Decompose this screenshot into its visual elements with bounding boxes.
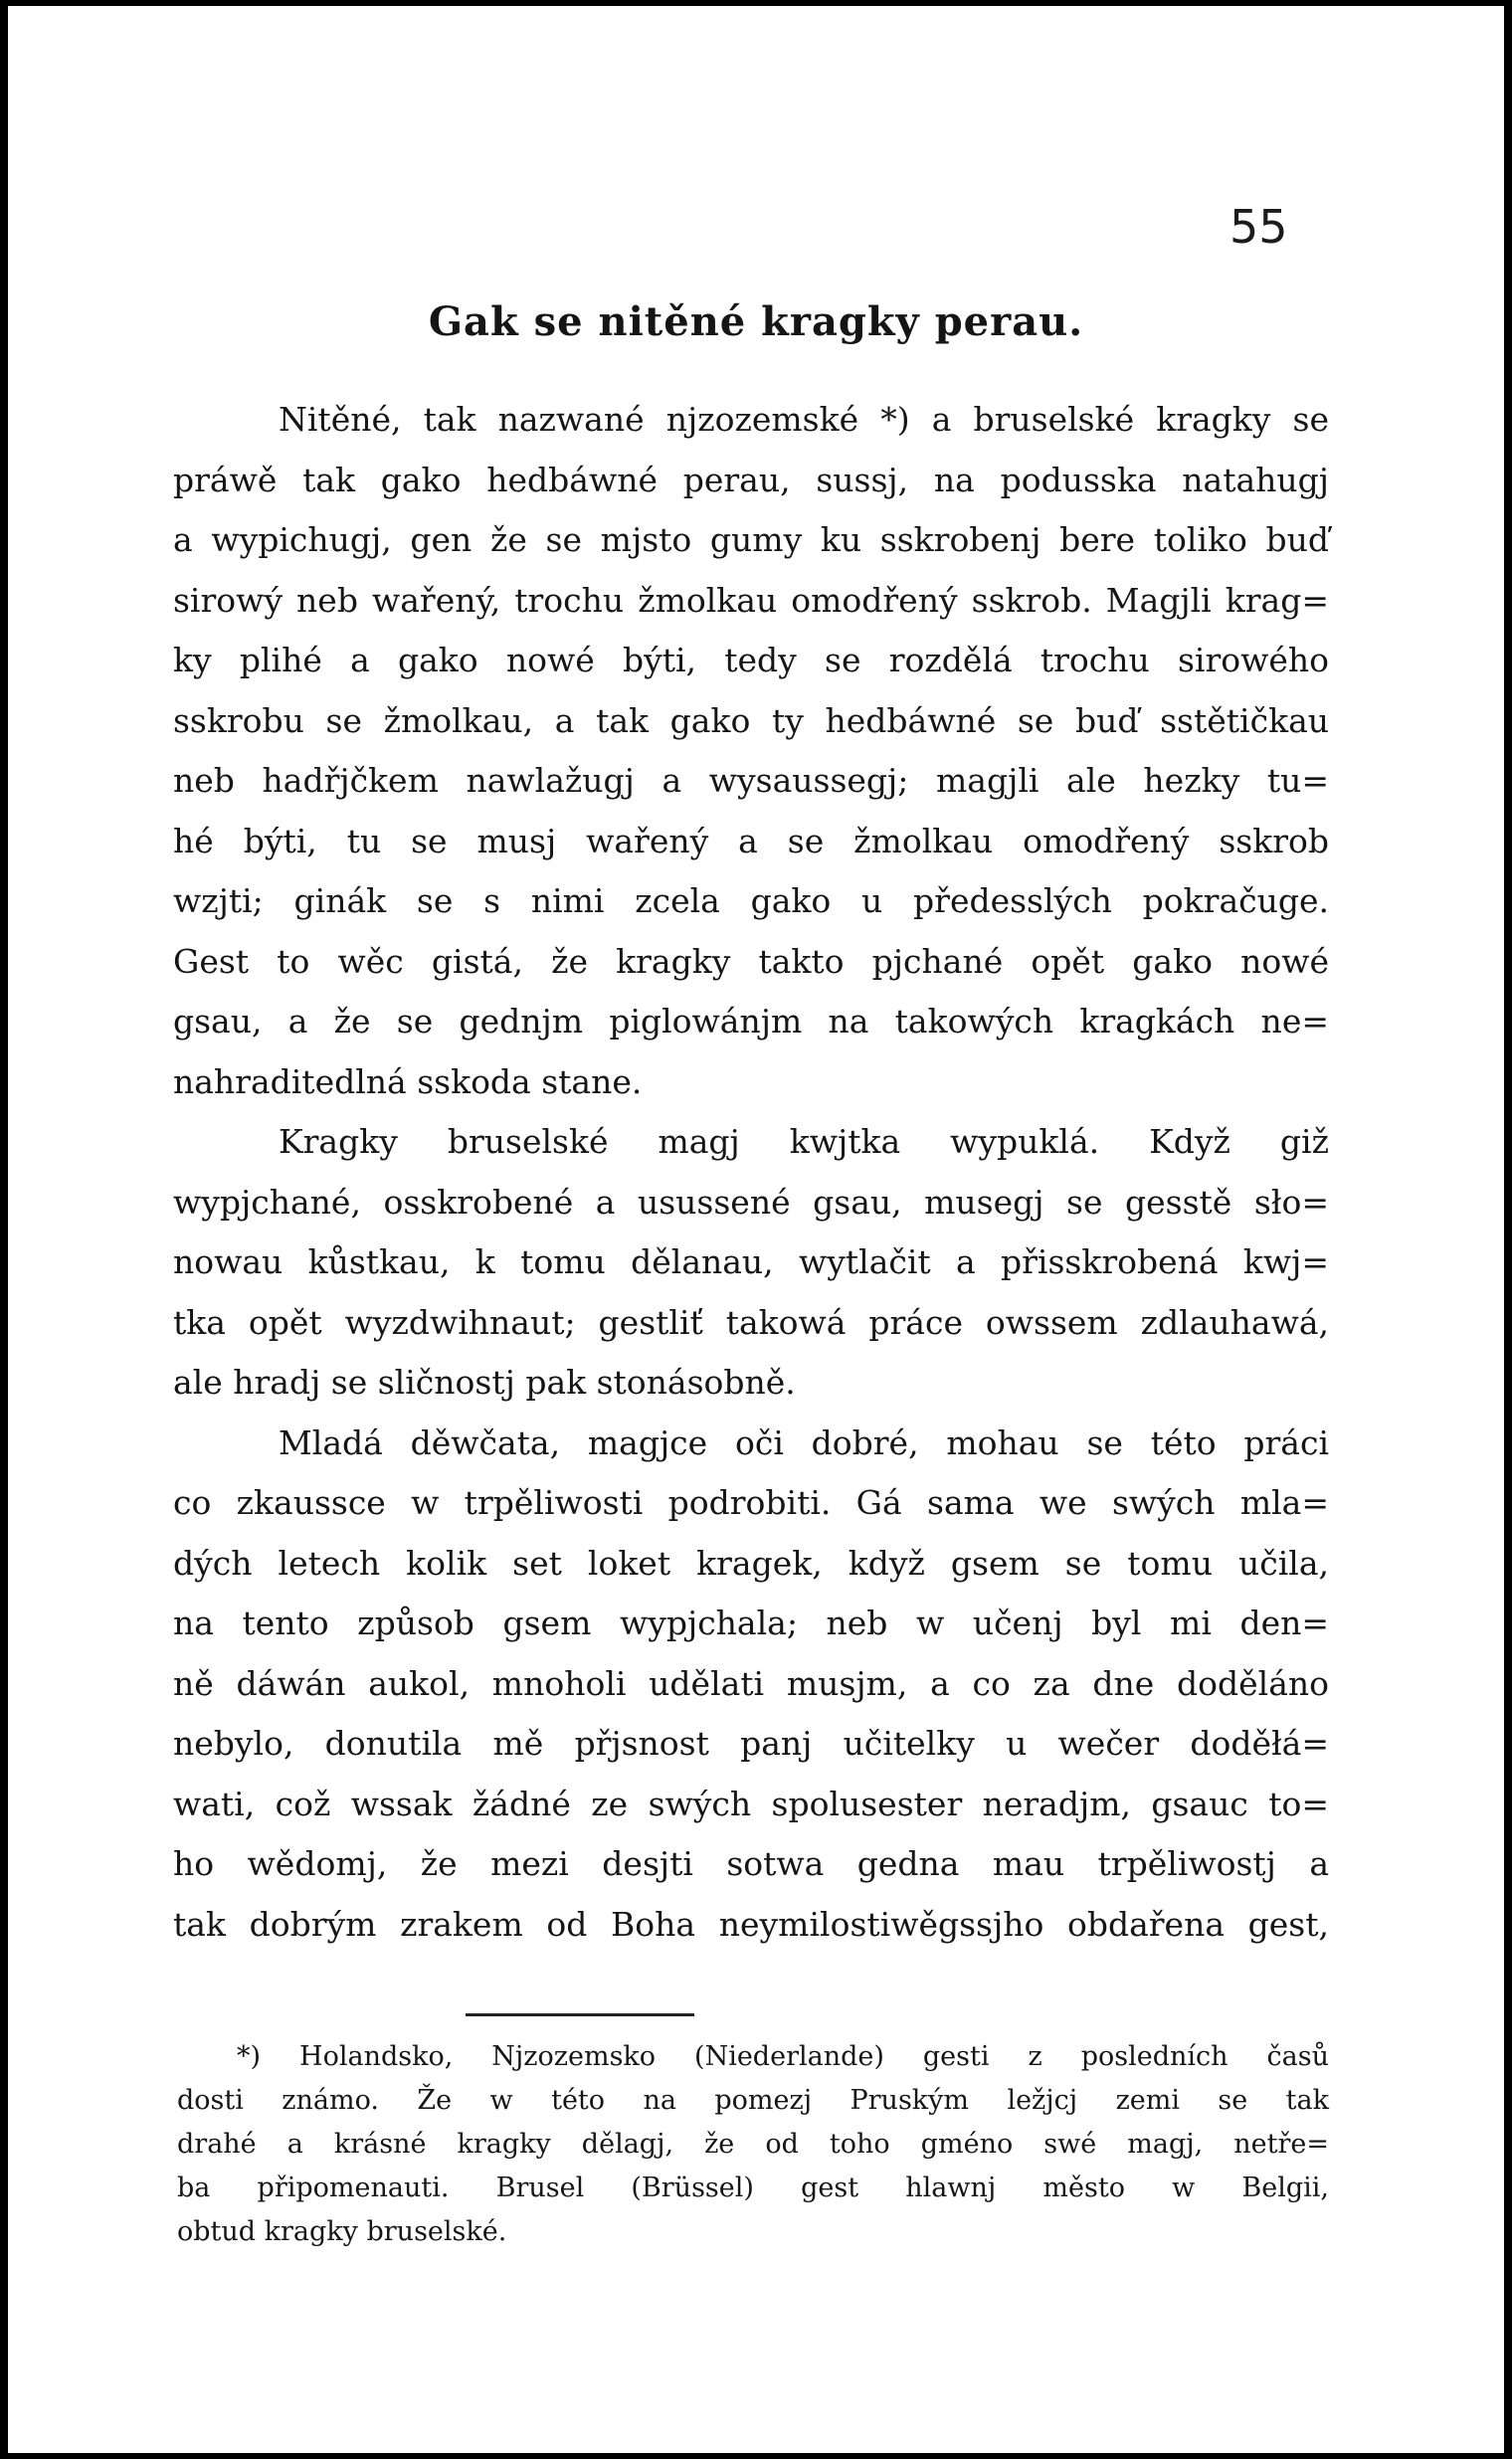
chapter-title: Gak se nitěné kragky perau.: [428, 298, 1084, 345]
text-line: práwě tak gako hedbáwné perau, sussj, na podusska natahugj: [173, 460, 1329, 499]
footnote: [177, 2035, 1329, 2254]
text-line: ně dáwán aukol, mnoholi udělati musjm, a co za dne doděláno: [173, 1663, 1329, 1703]
text-line: wzjti; ginák se s nimi zcela gako u předesslých pokračuge.: [173, 881, 1329, 920]
text-line: Gest to wěc gistá, že kragky takto pjchané opět gako nowé: [173, 941, 1329, 981]
text-line: nahraditedlná sskoda stane.: [173, 1061, 643, 1101]
text-line: gsau, a že se gednjm piglowánjm na takowých kragkách ne=: [173, 1002, 1329, 1040]
text-line: wypjchané, osskrobené a usussené gsau, musegj se gesstě sło=: [173, 1182, 1329, 1222]
text-line: neb hadřjčkem nawlažugj a wysaussegj; magjli ale hezky tu=: [173, 761, 1329, 800]
page-number: 55: [1229, 200, 1288, 254]
text-line: Mladá děwčata, magjce oči dobré, mohau se této práci: [279, 1422, 1329, 1462]
footnote-line: *) Holandsko, Njzozemsko (Niederlande) gesti z posledních časů: [237, 2041, 1329, 2072]
footnote-line: drahé a krásné kragky dělagj, že od toho gméno swé magj, netře=: [177, 2129, 1329, 2160]
text-line: sirowý neb wařený, trochu žmolkau omodřený sskrob. Magjli krag=: [173, 580, 1329, 620]
text-line: nowau kůstkau, k tomu dělanau, wytlačit a přisskrobená kwj=: [173, 1242, 1329, 1281]
text-line: na tento způsob gsem wypjchala; neb w učenj byl mi den=: [173, 1604, 1329, 1642]
text-line: Kragky bruselské magj kwjtka wypuklá. Když giž: [279, 1122, 1329, 1161]
text-line: a wypichugj, gen že se mjsto gumy ku sskrobenj bere toliko buď: [173, 520, 1329, 559]
book-page: [8, 6, 1504, 2453]
text-line: nebylo, donutila mě přjsnost panj učitelky u wečer doděłá=: [173, 1724, 1329, 1763]
text-line: ale hradj se sličnostj pak stonásobně.: [173, 1363, 796, 1402]
footnote-divider: [466, 2013, 694, 2016]
text-line: Nitěné, tak nazwané njzozemské *) a bruselské kragky se: [279, 400, 1329, 439]
text-line: tka opět wyzdwihnaut; gestliť takowá práce owssem zdlauhawá,: [173, 1302, 1329, 1342]
text-line: ky plihé a gako nowé býti, tedy se rozdělá trochu sirowého: [173, 641, 1329, 679]
text-line: hé býti, tu se musj wařený a se žmolkau omodřený sskrob: [173, 821, 1329, 860]
text-line: co zkaussce w trpěliwosti podrobiti. Gá sama we swých mla=: [173, 1483, 1329, 1522]
footnote-line: dosti známo. Že w této na pomezj Pruským ležjcj zemi se tak: [177, 2085, 1329, 2116]
body-text: [173, 390, 1329, 1955]
text-line: ho wědomj, že mezi desjti sotwa gedna mau trpěliwostj a: [173, 1844, 1329, 1883]
text-line: dých letech kolik set loket kragek, když gsem se tomu učila,: [173, 1543, 1329, 1583]
text-line: wati, což wssak žádné ze swých spolusester neradjm, gsauc to=: [173, 1784, 1329, 1823]
text-line: sskrobu se žmolkau, a tak gako ty hedbáwné se buď sstětičkau: [173, 700, 1329, 740]
footnote-line: obtud kragky bruselské.: [177, 2216, 507, 2247]
footnote-line: ba připomenauti. Brusel (Brüssel) gest hlawnj město w Belgii,: [177, 2173, 1329, 2203]
text-line: tak dobrým zrakem od Boha neymilostiwěgssjho obdařena gest,: [173, 1904, 1329, 1944]
